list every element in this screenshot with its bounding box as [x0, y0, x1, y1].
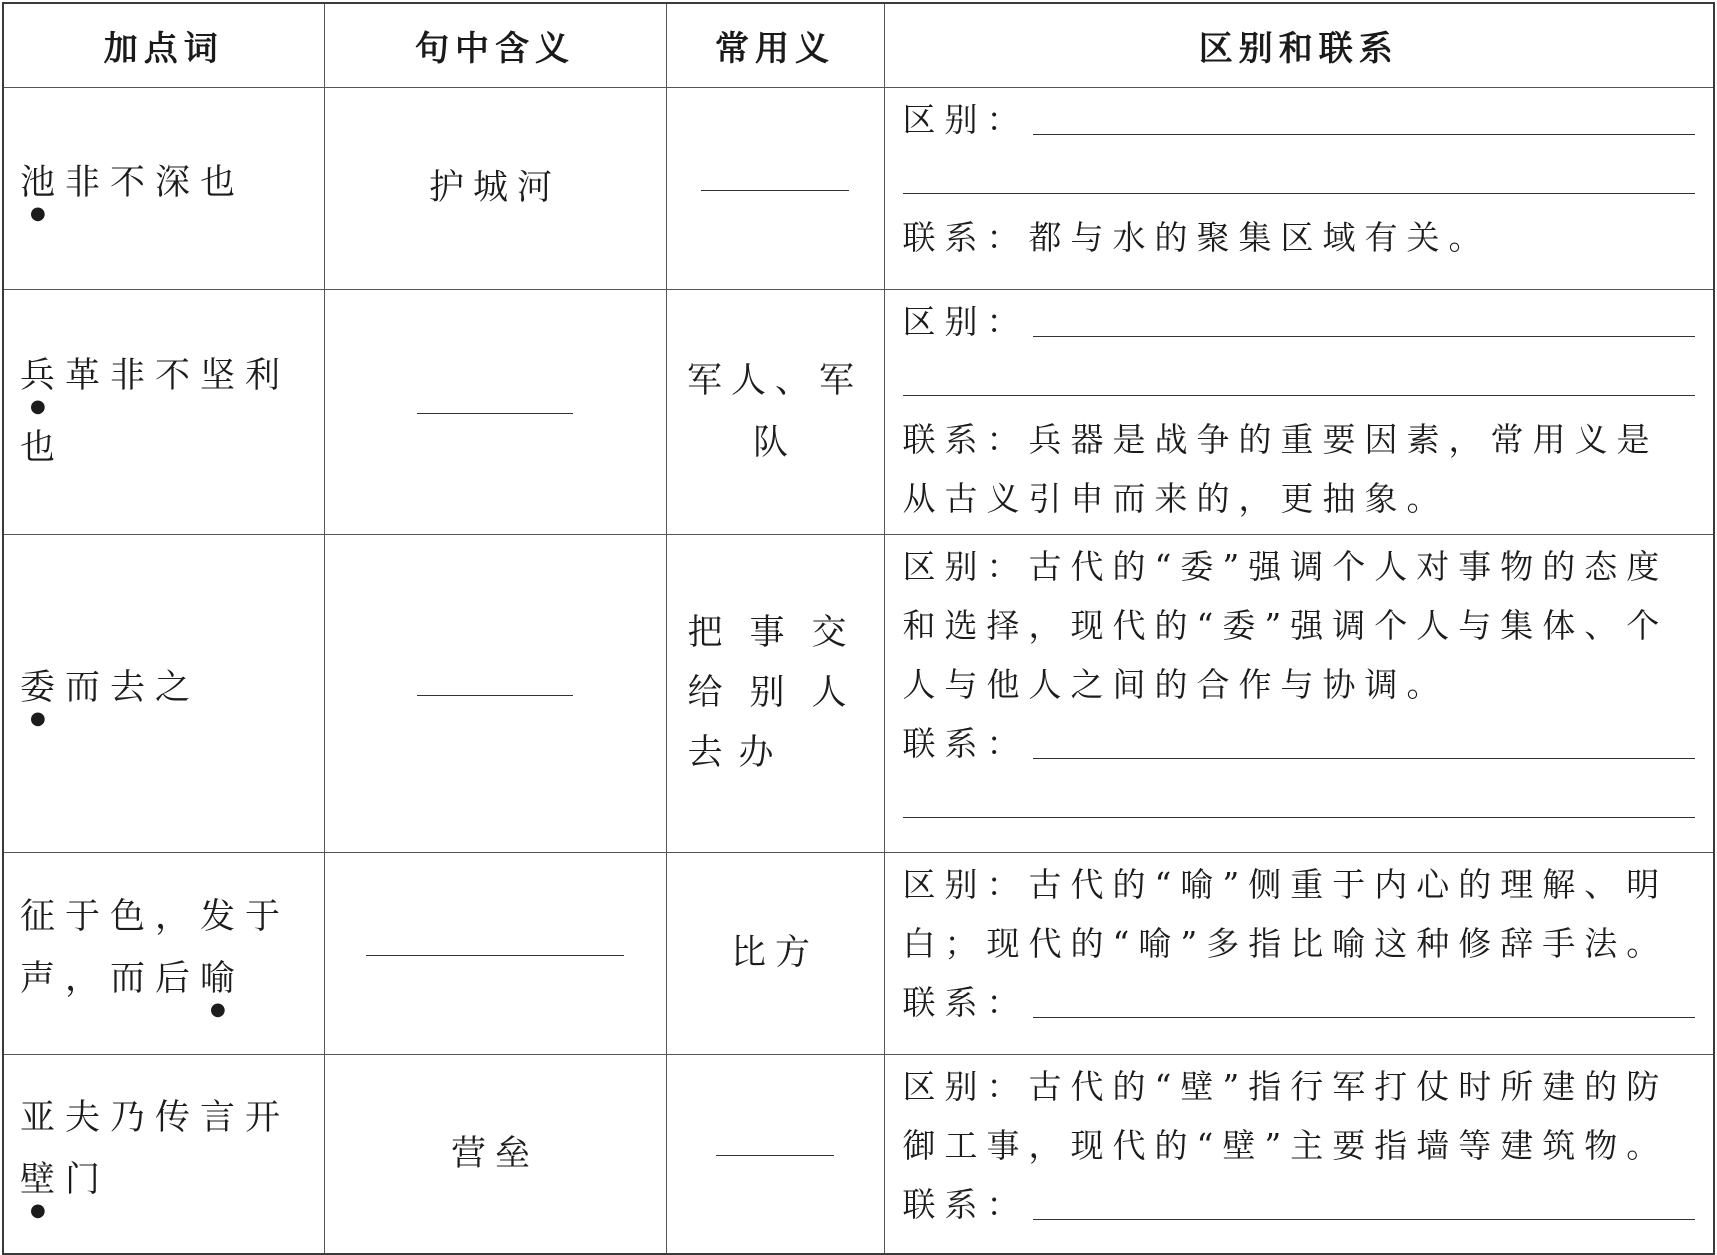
sentence-meaning-text: 护城河 [428, 168, 561, 208]
connection-text: 兵器是战争的重要因素，常用义是从古义引申而来的，更抽象。 [902, 419, 1659, 518]
common-meaning-blank[interactable] [701, 189, 849, 191]
table-row [3, 289, 1714, 534]
connection-label: 联系： [902, 217, 1029, 257]
header-row [3, 3, 1714, 87]
connection-answer-blank[interactable] [1033, 1017, 1696, 1018]
connection-line [903, 973, 1696, 1032]
sentence-meaning-cell [324, 289, 666, 534]
common-meaning-cell [666, 852, 884, 1054]
difference-label: 区别： [902, 1066, 1029, 1106]
connection-answer-blank[interactable] [1033, 758, 1696, 759]
phrase-text-after: 而去之 [65, 668, 201, 708]
common-meaning-cell [666, 289, 884, 534]
dotted-character: 喻 [200, 959, 246, 999]
difference-answer-blank-continued[interactable] [903, 351, 1696, 410]
table-row [3, 1054, 1714, 1254]
difference-label: 区别： [902, 301, 1029, 341]
connection-line [903, 208, 1696, 267]
phrase-cell [3, 1054, 324, 1254]
header-word: 加点词 [3, 3, 324, 87]
difference-line [903, 855, 1696, 973]
relation-cell [884, 289, 1714, 534]
sentence-meaning-blank[interactable] [417, 694, 573, 696]
common-meaning-text: 比方 [730, 933, 819, 973]
common-meaning-text: 把事交给别人去办 [687, 612, 863, 773]
difference-label: 区别： [902, 864, 1029, 904]
phrase-text-after: 非不深也 [65, 163, 246, 203]
phrase-cell [3, 87, 324, 289]
phrase-cell [3, 852, 324, 1054]
connection-line [903, 714, 1696, 773]
worksheet-page [2, 2, 1715, 1246]
relation-cell [884, 534, 1714, 852]
connection-line [903, 410, 1696, 528]
header-sentence-meaning: 句中含义 [324, 3, 666, 87]
difference-line [903, 292, 1696, 351]
difference-line [903, 90, 1696, 149]
connection-text: 都与水的聚集区域有关。 [1028, 217, 1491, 257]
sentence-meaning-cell [324, 87, 666, 289]
dotted-character: 壁 [20, 1159, 66, 1200]
relation-cell [884, 1054, 1714, 1254]
connection-label: 联系： [902, 982, 1029, 1022]
phrase-text-after: 革非不坚利也 [20, 355, 291, 468]
difference-label: 区别： [902, 546, 1029, 586]
difference-label: 区别： [902, 99, 1029, 139]
connection-line [903, 1175, 1696, 1234]
common-meaning-blank[interactable] [716, 1154, 834, 1156]
connection-label: 联系： [902, 1184, 1029, 1224]
difference-answer-blank-continued[interactable] [903, 149, 1696, 208]
dotted-character: 委 [20, 668, 66, 708]
common-meaning-cell [666, 87, 884, 289]
connection-label: 联系： [902, 419, 1029, 459]
common-meaning-cell [666, 534, 884, 852]
sentence-meaning-cell [324, 852, 666, 1054]
sentence-meaning-cell [324, 1054, 666, 1254]
word-meaning-table [2, 2, 1715, 1255]
table-row [3, 534, 1714, 852]
difference-text: 古代的“委”强调个人对事物的态度和选择，现代的“委”强调个人与集体、个人与他人之间的合作与协调。 [902, 546, 1669, 704]
connection-answer-blank[interactable] [1033, 1219, 1696, 1220]
sentence-meaning-text: 营垒 [450, 1133, 539, 1174]
phrase-cell [3, 289, 324, 534]
phrase-text-before: 征于色，发于声，而后 [20, 897, 291, 999]
dotted-character: 池 [20, 163, 66, 203]
header-relation: 区别和联系 [884, 3, 1714, 87]
table-row [3, 87, 1714, 289]
relation-cell [884, 87, 1714, 289]
connection-label: 联系： [902, 723, 1029, 763]
phrase-text-after: 门 [65, 1159, 111, 1200]
dotted-character: 兵 [20, 355, 66, 396]
difference-text: 古代的“喻”侧重于内心的理解、明白；现代的“喻”多指比喻这种修辞手法。 [902, 864, 1669, 963]
common-meaning-text: 军人、军队 [686, 360, 863, 463]
sentence-meaning-cell [324, 534, 666, 852]
header-common-meaning: 常用义 [666, 3, 884, 87]
connection-answer-blank-continued[interactable] [903, 773, 1696, 832]
table-row [3, 852, 1714, 1054]
difference-answer-blank[interactable] [1033, 336, 1696, 337]
sentence-meaning-blank[interactable] [417, 412, 573, 414]
phrase-text-before: 亚夫乃传言开 [20, 1097, 291, 1138]
phrase-cell [3, 534, 324, 852]
difference-text: 古代的“壁”指行军打仗时所建的防御工事，现代的“壁”主要指墙等建筑物。 [902, 1066, 1669, 1165]
difference-line [903, 1057, 1696, 1175]
relation-cell [884, 852, 1714, 1054]
difference-answer-blank[interactable] [1033, 134, 1696, 135]
sentence-meaning-blank[interactable] [366, 954, 624, 956]
difference-line [903, 537, 1696, 714]
common-meaning-cell [666, 1054, 884, 1254]
